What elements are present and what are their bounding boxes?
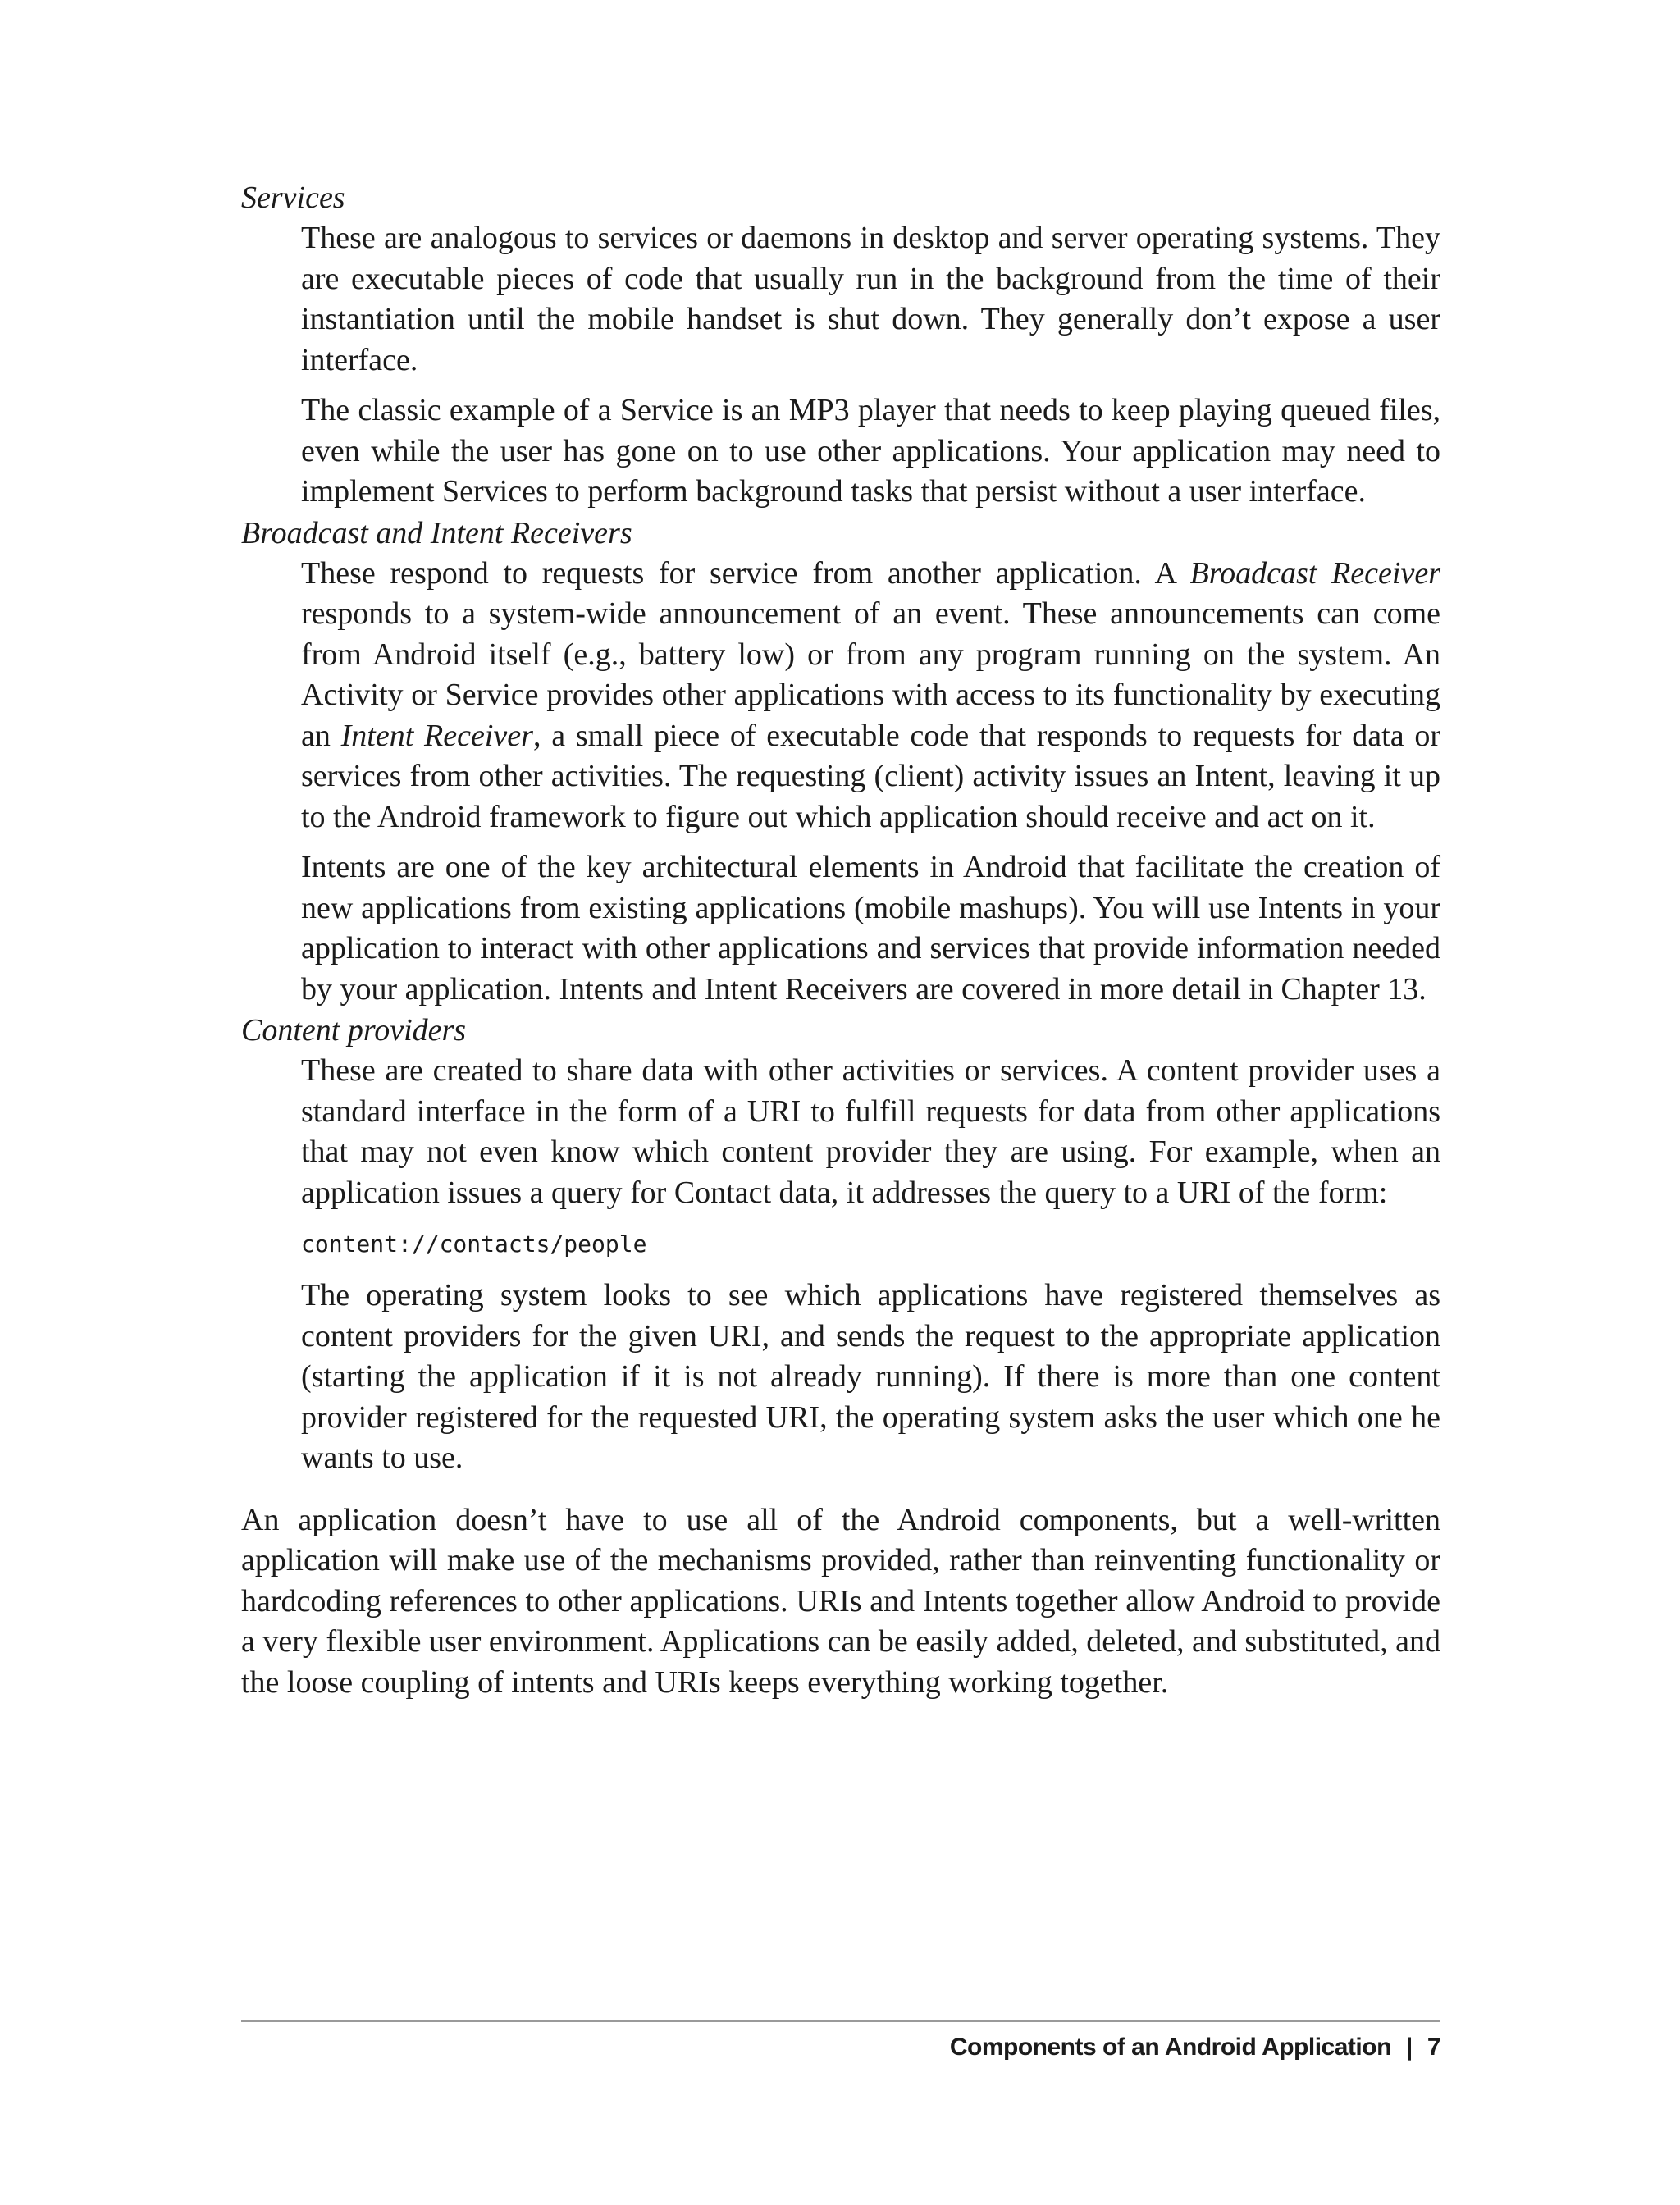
services-paragraph-2: The classic example of a Service is an MP3 player that needs to keep playing queued files, even while the user has gone on to use other applications. Your application may need to implement Services to perform background tasks that persist without a user interface.: [301, 393, 1440, 509]
term-services: Services: [241, 180, 345, 215]
broadcast-receiver-term: Broadcast Receiver: [1189, 555, 1440, 591]
page-body: [241, 177, 1440, 1703]
providers-paragraph-2: The operating system looks to see which applications have registered themselves as content providers for the given URI, and sends the request to the appropriate application (starting the application if it is not already running). If there is more than one content provider registered for the requested URI, the operating system asks the user which one he wants to use.: [301, 1278, 1440, 1475]
receivers-paragraph-1: [301, 554, 1440, 838]
receivers-p1-text-b: responds to a system-wide announcement of an event. These announcements can come from Android itself (e.g., battery low) or from any program running on the system. An Activity or Service provides other applications with access to its functionality by executing an: [301, 596, 1440, 753]
receivers-p1-text-c: , a small piece of executable code that responds to requests for data or services from other activities. The requesting (client) activity issues an Intent, leaving it up to the Android framework to figure out which application should receive and act on it.: [301, 718, 1440, 834]
services-paragraph-1: These are analogous to services or daemons in desktop and server operating systems. They are executable pieces of code that usually run in the background from the time of their instantiation until the mobile handset is shut down. They generally don’t expose a user interface.: [301, 221, 1440, 377]
term-broadcast-intent-receivers: Broadcast and Intent Receivers: [241, 515, 632, 550]
closing-paragraph: An application doesn’t have to use all of the Android components, but a well-written application will make use of the mechanisms provided, rather than reinventing functionality or hardcoding references to other applications. URIs and Intents together allow Android to provide a very flexible user environment. Applications can be easily added, deleted, and substituted, and the loose coupling of intents and URIs keeps everything working together.: [241, 1502, 1440, 1700]
definition-services: [301, 218, 1440, 513]
definition-providers-continued: [301, 1276, 1440, 1479]
page-footer: [241, 2031, 1440, 2064]
receivers-p1-text-a: These respond to requests for service from another application. A: [301, 555, 1190, 591]
components-definition-list: [241, 177, 1440, 1213]
definition-receivers: [301, 554, 1440, 1011]
page-number: 7: [1427, 2034, 1440, 2061]
term-content-providers: Content providers: [241, 1013, 467, 1048]
code-example-uri: content://contacts/people: [301, 1230, 647, 1258]
receivers-paragraph-2: Intents are one of the key architectural elements in Android that facilitate the creation of new applications from existing applications (mobile mashups). You will use Intents in your application to interact with other applications and services that provide information needed by your application. Intents and Intent Receivers are covered in more detail in Chapter 13.: [301, 850, 1440, 1007]
definition-providers: [301, 1051, 1440, 1213]
footer-divider: [241, 2020, 1440, 2022]
footer-section-title: Components of an Android Application: [949, 2034, 1391, 2061]
intent-receiver-term: Intent Receiver: [340, 718, 533, 753]
providers-paragraph-1: These are created to share data with other activities or services. A content provider uses a standard interface in the form of a URI to fulfill requests for data from other applications that may not even know which content provider they are using. For example, when an application issues a query for Contact data, it addresses the query to a URI of the form:: [301, 1053, 1440, 1210]
footer-separator: |: [1405, 2034, 1413, 2061]
